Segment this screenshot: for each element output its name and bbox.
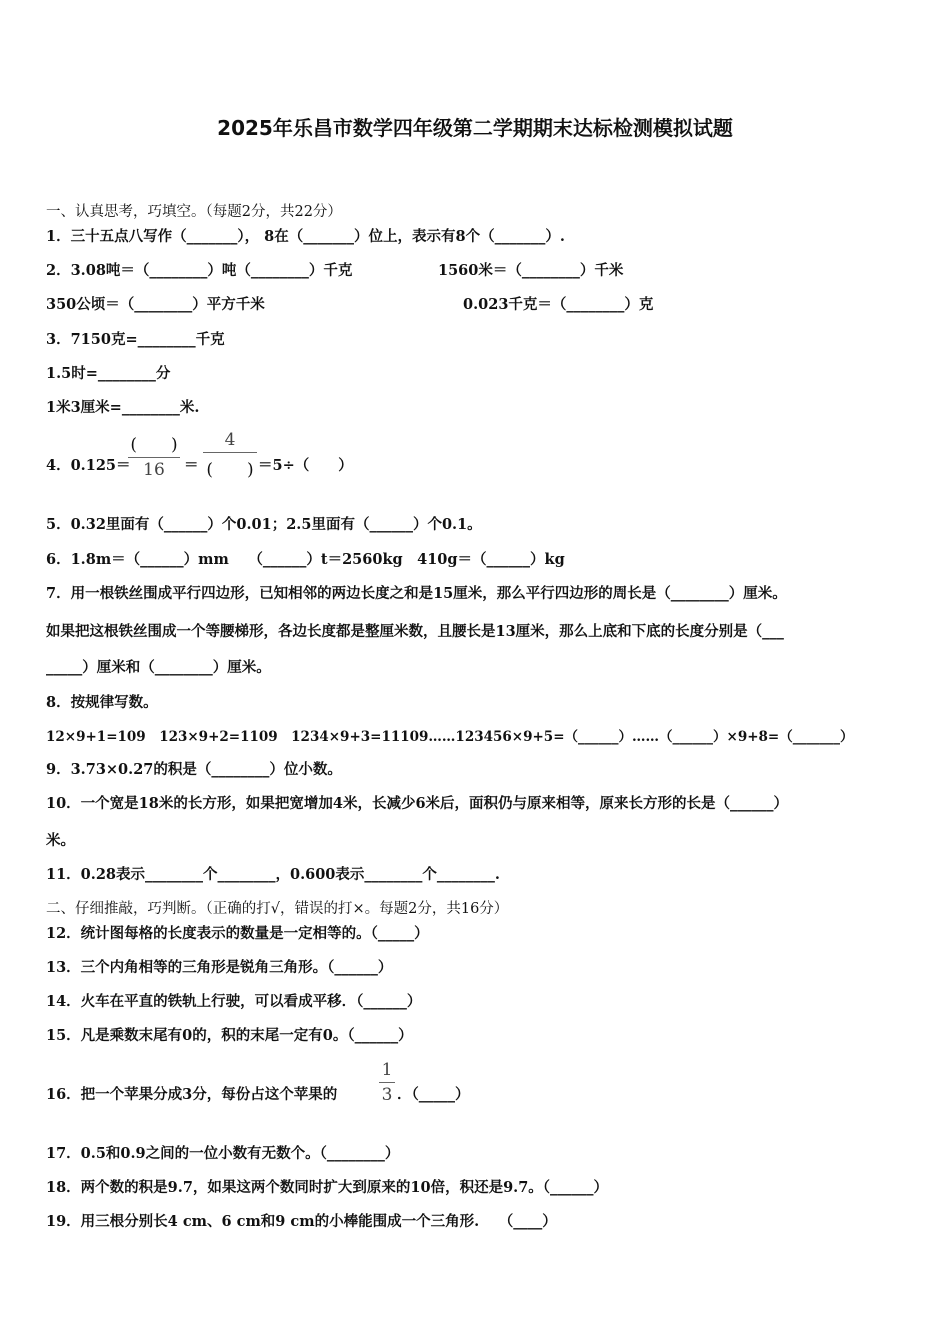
- fraction-2-numerator: 4: [224, 430, 236, 450]
- question-4-fraction-2: [203, 430, 257, 480]
- question-19: 19．用三根分别长4 cm、6 cm和9 cm的小棒能围成一个三角形. （____）: [46, 1213, 557, 1230]
- question-2-part-c: 350公顷＝（________）平方千米: [46, 296, 265, 313]
- question-17: 17．0.5和0.9之间的一位小数有无数个。（________）: [46, 1145, 400, 1162]
- question-14: 14．火车在平直的铁轨上行驶，可以看成平移．（______）: [46, 993, 422, 1010]
- fraction-1-bar: [128, 457, 180, 458]
- page-title: 2025年乐昌市数学四年级第二学期期末达标检测模拟试题: [217, 116, 733, 140]
- fraction-numerator: 1: [381, 1060, 393, 1080]
- question-2-part-a: 2．3.08吨＝（________）吨（________）千克: [46, 262, 353, 279]
- question-5: 5．0.32里面有（______）个0.01；2.5里面有（______）个0.1。: [46, 516, 482, 533]
- question-2-part-b: 1560米＝（________）千米: [438, 262, 624, 279]
- question-13: 13．三个内角相等的三角形是锐角三角形。（______）: [46, 959, 393, 976]
- question-15: 15．凡是乘数末尾有0的，积的末尾一定有0。（______）: [46, 1027, 413, 1044]
- question-10-line-2: 米。: [46, 832, 75, 849]
- question-16-fraction: [379, 1060, 395, 1105]
- question-2-part-d: 0.023千克＝（________）克: [463, 296, 654, 313]
- question-16-lead: 16．把一个苹果分成3分，每份占这个苹果的: [46, 1086, 338, 1103]
- question-8-heading: 8．按规律写数。: [46, 694, 158, 711]
- question-4-fraction-1: [128, 430, 180, 480]
- question-11: 11．0.28表示________个________，0.600表示________个________.: [46, 866, 500, 883]
- fraction-denominator: 3: [381, 1085, 393, 1105]
- section-1-heading: 一、认真思考，巧填空。（每题2分，共22分）: [46, 204, 342, 220]
- question-18: 18．两个数的积是9.7，如果这两个数同时扩大到原来的10倍，积还是9.7。（______）: [46, 1179, 609, 1196]
- section-2-heading: 二、仔细推敲，巧判断。（正确的打√，错误的打×。每题2分，共16分）: [46, 901, 509, 917]
- question-3-part-b: 1.5时=________分: [46, 365, 171, 382]
- fraction-1-numerator: ( ): [130, 435, 178, 455]
- fraction-bar: [379, 1082, 395, 1083]
- question-3-part-a: 3．7150克=________千克: [46, 331, 225, 348]
- question-6: 6．1.8m＝（______）mm （______）t＝2560kg 410g＝（______）kg: [46, 551, 565, 568]
- question-12: 12．统计图每格的长度表示的数量是一定相等的。（_____）: [46, 925, 429, 942]
- question-16-tail: ．（_____）: [397, 1086, 470, 1103]
- fraction-1-denominator: 16: [143, 460, 165, 480]
- question-4-lead: 4．0.125＝: [46, 457, 131, 474]
- question-9: 9．3.73×0.27的积是（________）位小数。: [46, 761, 342, 778]
- question-7-line-3: _____）厘米和（________）厘米。: [46, 659, 271, 676]
- question-3-part-c: 1米3厘米=________米.: [46, 399, 200, 416]
- question-7-line-2: 如果把这根铁丝围成一个等腰梯形，各边长度都是整厘米数，且腰长是13厘米，那么上底和下底的长度分别是（___: [46, 623, 784, 640]
- question-4-equals: ＝: [184, 457, 199, 474]
- question-7-line-1: 7．用一根铁丝围成平行四边形，已知相邻的两边长度之和是15厘米，那么平行四边形的周长是（________）厘米。: [46, 585, 787, 602]
- fraction-2-bar: [203, 452, 257, 453]
- fraction-2-denominator: ( ): [206, 460, 254, 480]
- question-8-pattern: 12×9+1=109 123×9+2=1109 1234×9+3=11109……123456×9+5=（______）……（______）×9+8=（_______）: [46, 729, 854, 745]
- question-4-tail: ＝5÷（ ）: [258, 457, 353, 474]
- question-1: 1．三十五点八写作（_______）， 8在（_______）位上，表示有8个（_______）.: [46, 228, 565, 245]
- question-10-line-1: 10．一个宽是18米的长方形，如果把宽增加4米，长减少6米后，面积仍与原来相等，原来长方形的长是（______）: [46, 795, 789, 812]
